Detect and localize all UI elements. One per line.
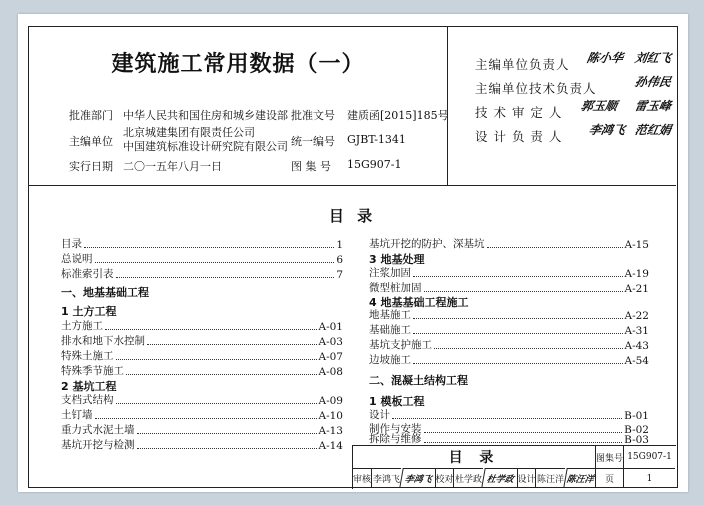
leader-dots (392, 418, 622, 419)
toc-entry-page: A-10 (318, 410, 343, 422)
title-block (352, 445, 676, 489)
impl-date-label: 实行日期 (69, 160, 113, 173)
toc-entry-label: 土方施工 (61, 320, 103, 332)
toc-entry-label: 支档式结构 (61, 394, 114, 406)
toc-entry-label: 基坑支护施工 (369, 339, 432, 351)
toc-entry-page: 1 (336, 239, 343, 251)
toc-entry-label: 标准索引表 (61, 268, 114, 280)
leader-dots (413, 276, 623, 277)
toc-entry-label: 特殊季节施工 (61, 365, 124, 377)
toc-entry-page: A-43 (624, 340, 649, 352)
toc-entry[interactable] (61, 349, 343, 363)
check-signature: 杜学政 (481, 468, 519, 488)
toc-entry-page: A-07 (318, 351, 343, 363)
approval-row (455, 123, 673, 147)
leader-dots (424, 442, 623, 443)
section-heading: 一、地基基础工程 (61, 286, 149, 299)
leader-dots (84, 247, 334, 248)
document-title: 建筑施工常用数据（一） (111, 52, 365, 77)
toc-entry[interactable] (61, 237, 343, 251)
atlas-no: 15G907-1 (347, 158, 402, 171)
toc-entry[interactable] (369, 432, 649, 446)
subsection-heading: 1 土方工程 (61, 305, 117, 318)
toc-entry[interactable] (61, 319, 343, 333)
design-name: 陈汪洋 (535, 468, 565, 488)
leader-dots (105, 329, 317, 330)
approve-dept: 中华人民共和国住房和城乡建设部 (123, 109, 288, 122)
toc-entry-label: 边坡施工 (369, 354, 411, 366)
leader-dots (95, 262, 335, 263)
document-page (18, 14, 688, 492)
toc-entry[interactable] (369, 281, 649, 295)
leader-dots (413, 333, 623, 334)
toc-entry-page: B-01 (624, 410, 649, 422)
approval-label: 主编单位技术负责人 (475, 81, 597, 96)
toc-entry-label: 拆除与维修 (369, 433, 422, 445)
toc-entry[interactable] (369, 237, 649, 251)
leader-dots (116, 403, 317, 404)
toc-entry-label: 基础施工 (369, 324, 411, 336)
toc-entry-label: 土钉墙 (61, 409, 93, 421)
toc-entry[interactable] (61, 252, 343, 266)
toc-entry-page: A-03 (318, 336, 343, 348)
title-block-atlas-no: 15G907-1 (623, 446, 675, 468)
toc-entry-label: 重力式水泥土墙 (61, 424, 135, 436)
leader-dots (413, 363, 623, 364)
leader-dots (116, 277, 335, 278)
toc-entry-page: 7 (336, 269, 343, 281)
review-label: 审核 (353, 468, 371, 488)
toc-entry[interactable] (61, 267, 343, 281)
leader-dots (434, 348, 623, 349)
signature-1: 李鸿飞 (587, 123, 627, 137)
toc-entry[interactable] (369, 353, 649, 367)
toc-entry-page: A-09 (318, 395, 343, 407)
title-block-atlas-label: 图集号 (595, 446, 623, 468)
toc-entry-label: 目录 (61, 238, 82, 250)
subsection-heading: 4 地基基础工程施工 (369, 296, 469, 309)
toc-entry-page: A-54 (624, 355, 649, 367)
leader-dots (95, 418, 317, 419)
leader-dots (137, 448, 317, 449)
toc-entry[interactable] (369, 266, 649, 280)
toc-entry-page: A-01 (318, 321, 343, 333)
toc-entry-label: 总说明 (61, 253, 93, 265)
toc-entry-page: A-14 (318, 440, 343, 452)
signature-2: 孙伟民 (633, 75, 673, 89)
signature-1: 陈小华 (585, 51, 625, 65)
toc-title: 目 录 (328, 207, 377, 225)
check-name: 杜学政 (453, 468, 483, 488)
design-signature: 陈汪洋 (563, 468, 597, 488)
signature-2: 范红娟 (633, 123, 673, 137)
subsection-heading: 3 地基处理 (369, 253, 425, 266)
review-name: 李鸿飞 (371, 468, 401, 488)
toc-entry-label: 设计 (369, 409, 390, 421)
toc-entry-label: 基坑开挖的防护、深基坑 (369, 238, 485, 250)
review-signature: 李鸿飞 (399, 468, 437, 488)
toc-entry[interactable] (369, 323, 649, 337)
header-left-panel (29, 27, 448, 185)
editor-label: 主编单位 (69, 135, 113, 148)
toc-entry-label: 特殊土施工 (61, 350, 114, 362)
toc-entry-page: A-19 (624, 268, 649, 280)
toc-entry[interactable] (369, 338, 649, 352)
toc-entry[interactable] (369, 408, 649, 422)
toc-entry-label: 排水和地下水控制 (61, 335, 145, 347)
editor-line1: 北京城建集团有限责任公司 (123, 126, 255, 139)
page-number: 1 (623, 468, 675, 488)
signature-2: 刘红飞 (633, 51, 673, 65)
toc-entry[interactable] (369, 308, 649, 322)
impl-date: 二〇一五年八月一日 (123, 160, 222, 173)
leader-dots (147, 344, 317, 345)
leader-dots (126, 374, 317, 375)
approve-doc-label: 批准文号 (291, 109, 335, 122)
toc-entry[interactable] (61, 393, 343, 407)
approval-row (455, 51, 673, 75)
signature-2: 雷玉峰 (633, 99, 673, 113)
toc-entry-label: 地基施工 (369, 309, 411, 321)
cover-header (29, 27, 676, 186)
toc-entry[interactable] (61, 334, 343, 348)
uni-code-label: 统一编号 (291, 135, 335, 148)
subsection-heading: 1 模板工程 (369, 395, 425, 408)
signature-1: 郭玉顺 (579, 99, 619, 113)
approval-row (455, 99, 673, 123)
toc-entry-label: 注浆加固 (369, 267, 411, 279)
toc-entry-label: 制作与安装 (369, 423, 422, 435)
approval-label: 主编单位负责人 (475, 57, 570, 72)
toc-entry-page: A-08 (318, 366, 343, 378)
title-block-main: 目 录 (448, 450, 500, 466)
drawing-frame (28, 26, 678, 488)
leader-dots (424, 291, 623, 292)
approval-label: 设 计 负 责 人 (475, 129, 563, 144)
toc-entry-page: 6 (336, 254, 343, 266)
subsection-heading: 2 基坑工程 (61, 380, 117, 393)
check-label: 校对 (435, 468, 453, 488)
toc-entry-page: A-21 (624, 283, 649, 295)
toc-entry-label: 微型桩加固 (369, 282, 422, 294)
design-label: 设计 (517, 468, 535, 488)
toc-entry-page: A-13 (318, 425, 343, 437)
toc-entry[interactable] (61, 364, 343, 378)
toc-entry-page: A-15 (624, 239, 649, 251)
toc-entry-page: A-22 (624, 310, 649, 322)
editor-line2: 中国建筑标准设计研究院有限公司 (123, 140, 288, 153)
approval-label: 技 术 审 定 人 (475, 105, 563, 120)
toc-entry[interactable] (61, 423, 343, 437)
toc-entry-page: B-03 (624, 434, 649, 446)
leader-dots (413, 318, 623, 319)
approve-dept-label: 批准部门 (69, 109, 113, 122)
approval-row (455, 75, 673, 99)
atlas-label: 图 集 号 (291, 160, 331, 173)
leader-dots (137, 433, 317, 434)
toc-entry-page: A-31 (624, 325, 649, 337)
toc-entry[interactable] (61, 438, 343, 452)
approve-doc: 建质函[2015]185号 (347, 109, 449, 122)
page-label: 页 (595, 468, 623, 488)
leader-dots (116, 359, 317, 360)
toc-entry[interactable] (61, 408, 343, 422)
leader-dots (487, 247, 623, 248)
toc-entry-label: 基坑开挖与检测 (61, 439, 135, 451)
section-heading: 二、混凝土结构工程 (369, 374, 468, 387)
uni-code: GJBT-1341 (347, 133, 406, 146)
toc-entry-page: B-02 (624, 424, 649, 436)
